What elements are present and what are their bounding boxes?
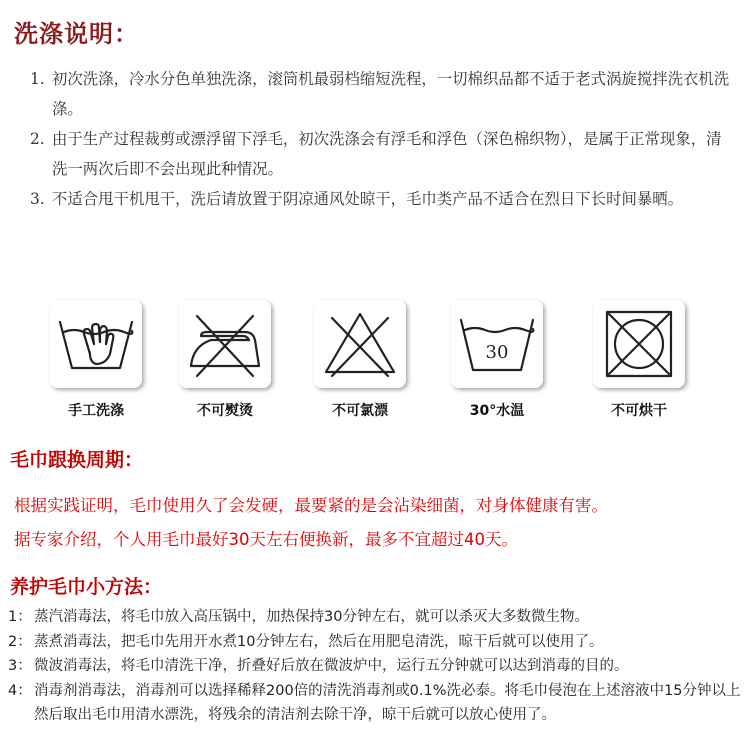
care-symbol-hand-wash: [46, 300, 146, 420]
replacement-cycle-heading: 毛巾跟换周期：: [10, 449, 144, 471]
tip-item-4: [8, 679, 744, 728]
tip-item-text: 蒸汽消毒法，将毛巾放入高压锅中，加热保持30分钟左右，就可以杀灭大多数微生物。: [34, 609, 589, 625]
washing-item-text: 由于生产过程裁剪或漂浮留下浮毛，初次洗涤会有浮毛和浮色（深色棉织物），是属于正常现象，清洗一两次后即不会出现此种情况。: [52, 130, 722, 178]
washing-item-text: 初次洗涤，冷水分色单独洗涤，滚筒机最弱档缩短洗程，一切棉织品都不适于老式涡旋搅拌洗衣机洗涤。: [52, 70, 730, 118]
replacement-text-line: 根据实践证明，毛巾使用久了会发硬，最要紧的是会沾染细菌，对身体健康有害。: [14, 496, 608, 515]
towel-care-tips-list: [8, 605, 744, 728]
care-symbol-label: 不可熨烫: [197, 403, 253, 419]
tip-item-number: 3：: [8, 658, 32, 674]
towel-care-tips-heading: 养护毛巾小方法：: [10, 576, 163, 598]
care-symbol-no-tumble-dry: [589, 300, 689, 420]
washing-item-1: [30, 64, 730, 124]
no-iron-icon: [179, 300, 271, 388]
tip-item-text: 蒸煮消毒法，把毛巾先用开水煮10分钟左右，然后在用肥皂清洗，晾干后就可以使用了。: [34, 633, 604, 650]
tip-item-number: 4：: [8, 682, 32, 699]
care-symbols-row: [0, 300, 750, 440]
care-symbol-wash-30: [447, 300, 547, 420]
washing-instructions-list: [30, 64, 730, 214]
care-symbol-label: 不可氯漂: [332, 403, 388, 419]
care-symbol-no-bleach: [310, 300, 410, 420]
wash-30-icon: [451, 300, 543, 388]
tip-item-text: 消毒剂消毒法，消毒剂可以选择稀释200倍的清洗消毒剂或0.1%洗必泰。将毛巾侵泡在上述溶液中15分钟以上然后取出毛巾用清水漂洗，将残余的清洁剂去除干净，晾干后就可以放心使用了。: [34, 682, 741, 723]
replacement-text-line: 据专家介绍，个人用毛巾最好30天左右便换新，最多不宜超过40天。: [14, 530, 518, 549]
washing-item-number: 3.: [30, 190, 45, 208]
tip-item-1: [8, 605, 744, 630]
care-symbol-label: 不可烘干: [611, 403, 667, 419]
tip-item-3: [8, 654, 744, 679]
washing-instructions-heading: 洗涤说明：: [14, 20, 139, 48]
care-symbol-no-iron: [175, 300, 275, 420]
no-tumble-dry-icon: [593, 300, 685, 388]
washing-item-2: [30, 124, 730, 184]
no-bleach-icon: [314, 300, 406, 388]
washing-item-3: [30, 184, 730, 214]
wash-temperature-value: 30: [485, 342, 509, 363]
washing-item-number: 2.: [30, 130, 45, 148]
tip-item-text: 微波消毒法，将毛巾清洗干净，折叠好后放在微波炉中，运行五分钟就可以达到消毒的目的。: [34, 658, 629, 674]
hand-wash-icon: [50, 300, 142, 388]
tip-item-2: [8, 630, 744, 655]
care-symbol-label: 手工洗涤: [68, 403, 124, 419]
tip-item-number: 2：: [8, 633, 32, 650]
washing-item-number: 1.: [30, 70, 45, 88]
washing-item-text: 不适合甩干机甩干，洗后请放置于阴凉通风处晾干，毛巾类产品不适合在烈日下长时间暴晒。: [52, 190, 684, 208]
tip-item-number: 1：: [8, 609, 32, 625]
care-symbol-label: 30°水温: [469, 403, 525, 419]
